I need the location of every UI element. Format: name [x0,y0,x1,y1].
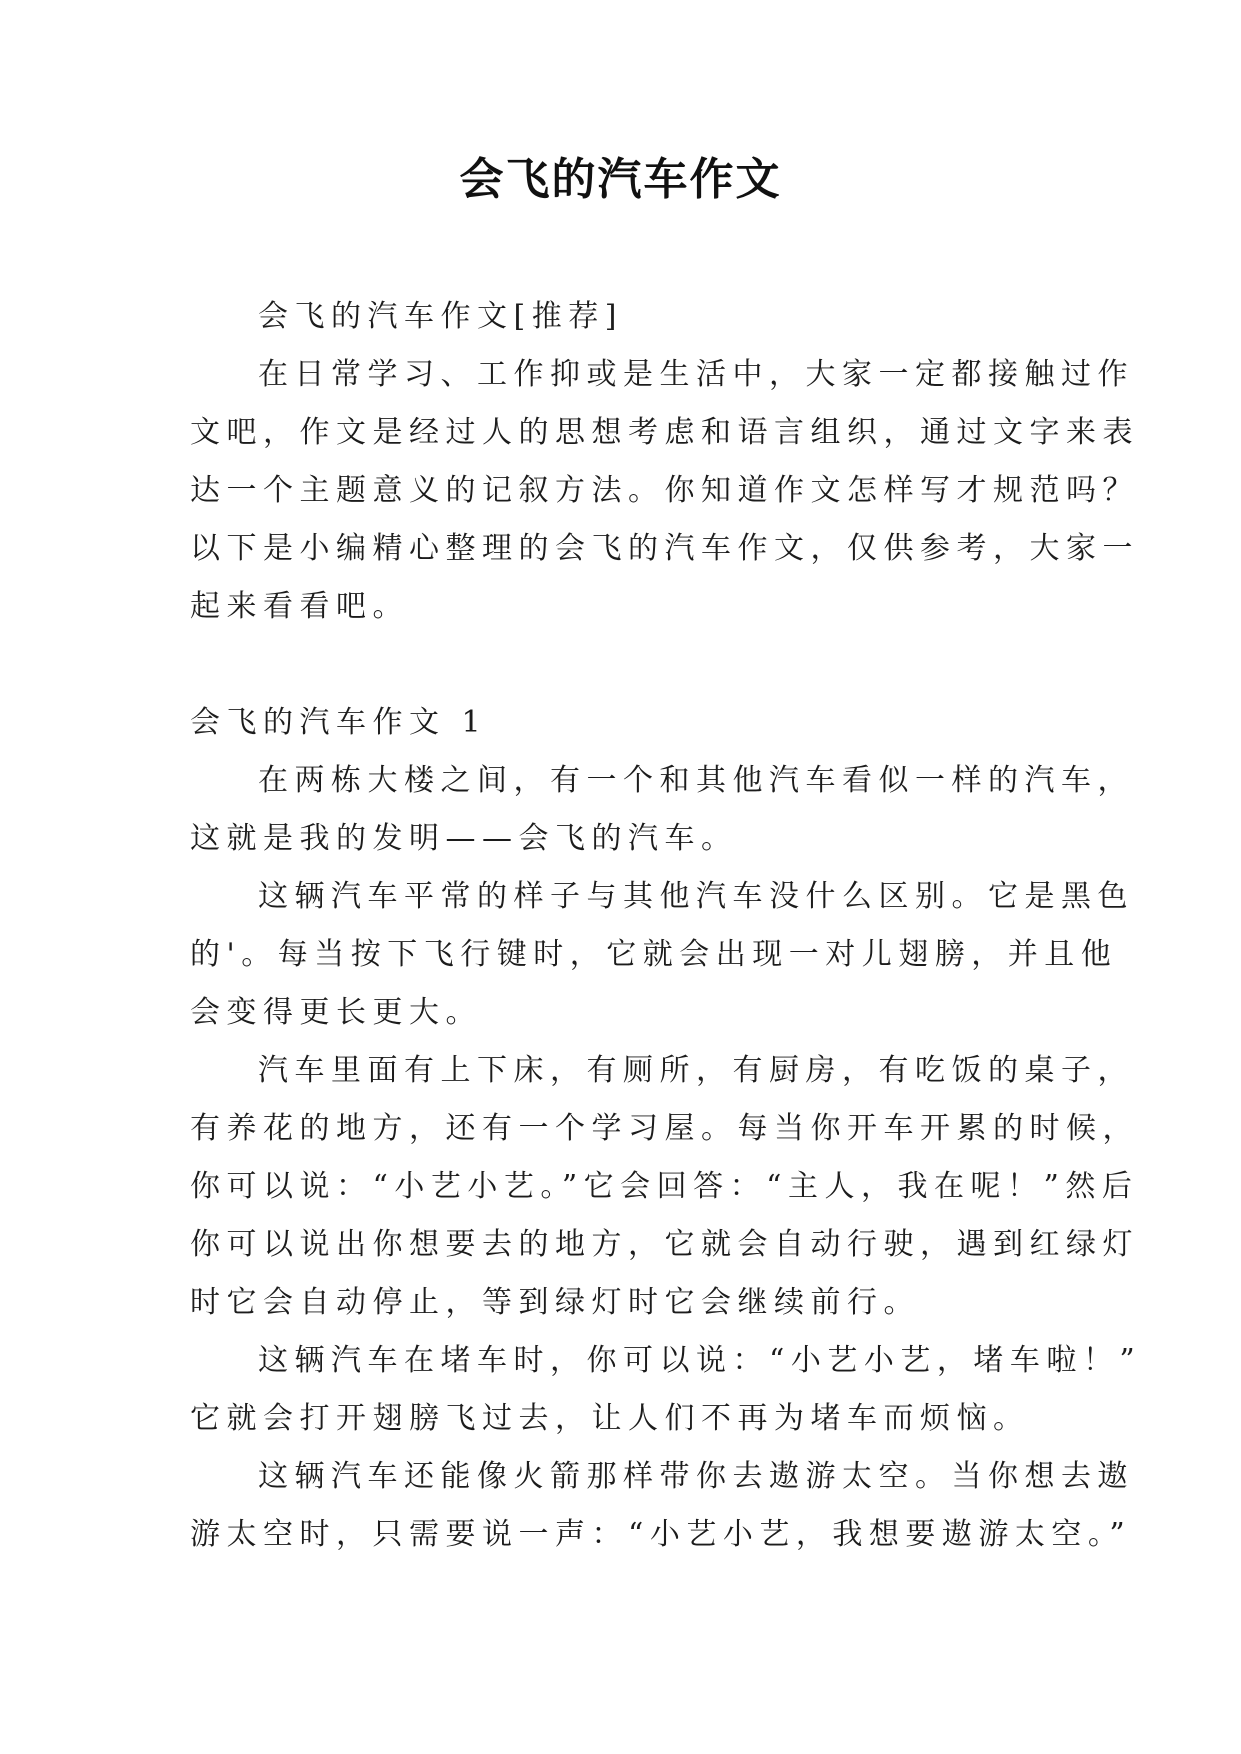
document-title: 会飞的汽车作文 [459,154,782,205]
intro-line: 在日常学习、工作抑或是生活中，大家一定都接触过作 [258,357,1134,392]
paragraph-line: 这就是我的发明——会飞的汽车。 [190,821,738,856]
intro-line: 起来看看吧。 [190,589,409,624]
paragraph-line: 它就会打开翅膀飞过去，让人们不再为堵车而烦恼。 [190,1401,1030,1436]
intro-line: 以下是小编精心整理的会飞的汽车作文，仅供参考，大家一 [190,531,1139,566]
paragraph-line: 你可以说：“小艺小艺。”它会回答：“主人，我在呢！”然后 [190,1169,1139,1204]
essay-paragraph [190,1448,1134,1564]
paragraph-line: 在两栋大楼之间，有一个和其他汽车看似一样的汽车， [258,763,1134,798]
paragraph-line: 这辆汽车还能像火箭那样带你去遨游太空。当你想去遨 [258,1459,1134,1494]
section-heading: 会飞的汽车作文 1 [190,705,488,740]
essay-paragraph [190,868,1134,1042]
paragraph-line: 有养花的地方，还有一个学习屋。每当你开车开累的时候， [190,1111,1139,1146]
paragraph-line: 游太空时，只需要说一声：“小艺小艺，我想要遨游太空。” [190,1517,1132,1552]
intro-paragraph [190,346,1139,636]
intro-line: 文吧，作文是经过人的思想考虑和语言组织，通过文字来表 [190,415,1139,450]
intro-line: 达一个主题意义的记叙方法。你知道作文怎样写才规范吗？ [190,473,1139,508]
paragraph-line: 时它会自动停止，等到绿灯时它会继续前行。 [190,1285,920,1320]
paragraph-line: 这辆汽车平常的样子与其他汽车没什么区别。它是黑色 [258,879,1134,914]
paragraph-line: 会变得更长更大。 [190,995,482,1030]
document-subtitle: 会飞的汽车作文[推荐] [258,299,623,334]
essay-paragraph [190,1042,1139,1332]
section-spacer [190,636,1050,694]
paragraph-line: 这辆汽车在堵车时，你可以说：“小艺小艺，堵车啦！” [258,1343,1142,1378]
paragraph-line: 的'。每当按下飞行键时，它就会出现一对儿翅膀，并且他 [190,937,1118,972]
essay-paragraph [190,1332,1142,1448]
paragraph-line: 汽车里面有上下床，有厕所，有厨房，有吃饭的桌子， [258,1053,1134,1088]
document-body [190,288,1142,1564]
essay-paragraph [190,752,1134,868]
paragraph-line: 你可以说出你想要去的地方，它就会自动行驶，遇到红绿灯 [190,1227,1139,1262]
